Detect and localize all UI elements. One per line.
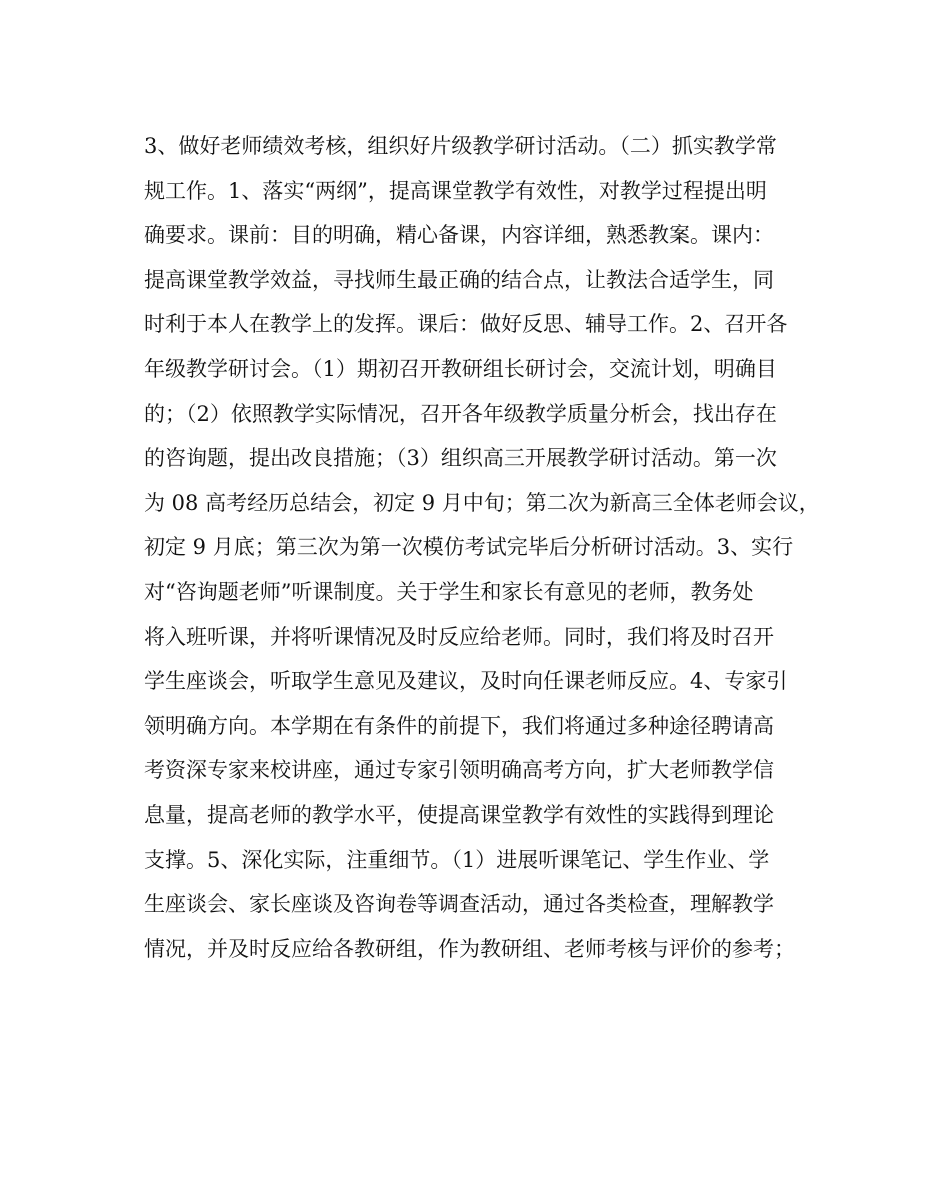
text-line: 息量，提高老师的教学水平，使提高课堂教学有效性的实践得到理论 <box>144 802 774 827</box>
text-line: 为 08 高考经历总结会，初定 9 月中旬；第二次为新高三全体老师会议， <box>144 490 820 515</box>
text-line: 对“咨询题老师”听课制度。关于学生和家长有意见的老师，教务处 <box>144 579 754 604</box>
text-line: 考资深专家来校讲座，通过专家引领明确高考方向，扩大老师教学信 <box>144 758 774 783</box>
text-line: 确要求。课前：目的明确，精心备课，内容详细，熟悉教案。课内： <box>144 223 774 248</box>
text-line: 规工作。1、落实“两纲”，提高课堂教学有效性，对教学过程提出明 <box>144 178 767 203</box>
text-line: 学生座谈会，听取学生意见及建议，及时向任课老师反应。4、专家引 <box>144 669 788 694</box>
text-line: 的咨询题，提出改良措施；（3）组织高三开展教学研讨活动。第一次 <box>144 446 777 471</box>
text-line: 提高课堂教学效益，寻找师生最正确的结合点，让教法合适学生，同 <box>144 267 774 292</box>
text-line: 领明确方向。本学期在有条件的前提下，我们将通过多种途径聘请高 <box>144 713 774 738</box>
text-line: 将入班听课，并将听课情况及时反应给老师。同时，我们将及时召开 <box>144 624 774 649</box>
text-line: 生座谈会、家长座谈及咨询卷等调查活动，通过各类检查，理解教学 <box>144 892 774 917</box>
text-line: 3、做好老师绩效考核，组织好片级教学研讨活动。（二）抓实教学常 <box>144 134 777 158</box>
text-line: 初定 9 月底；第三次为第一次模仿考试完毕后分析研讨活动。3、实行 <box>144 535 794 560</box>
document-body <box>144 124 824 971</box>
text-line: 的；（2）依照教学实际情况，召开各年级教学质量分析会，找出存在 <box>144 401 777 426</box>
text-line: 支撑。5、深化实际，注重细节。（1）进展听课笔记、学生作业、学 <box>144 847 770 872</box>
text-line: 情况，并及时反应给各教研组，作为教研组、老师考核与评价的参考； <box>144 936 795 961</box>
text-line: 年级教学研讨会。（1）期初召开教研组长研讨会，交流计划，明确目 <box>144 356 777 381</box>
text-line: 时利于本人在教学上的发挥。课后：做好反思、辅导工作。2、召开各 <box>144 312 788 337</box>
